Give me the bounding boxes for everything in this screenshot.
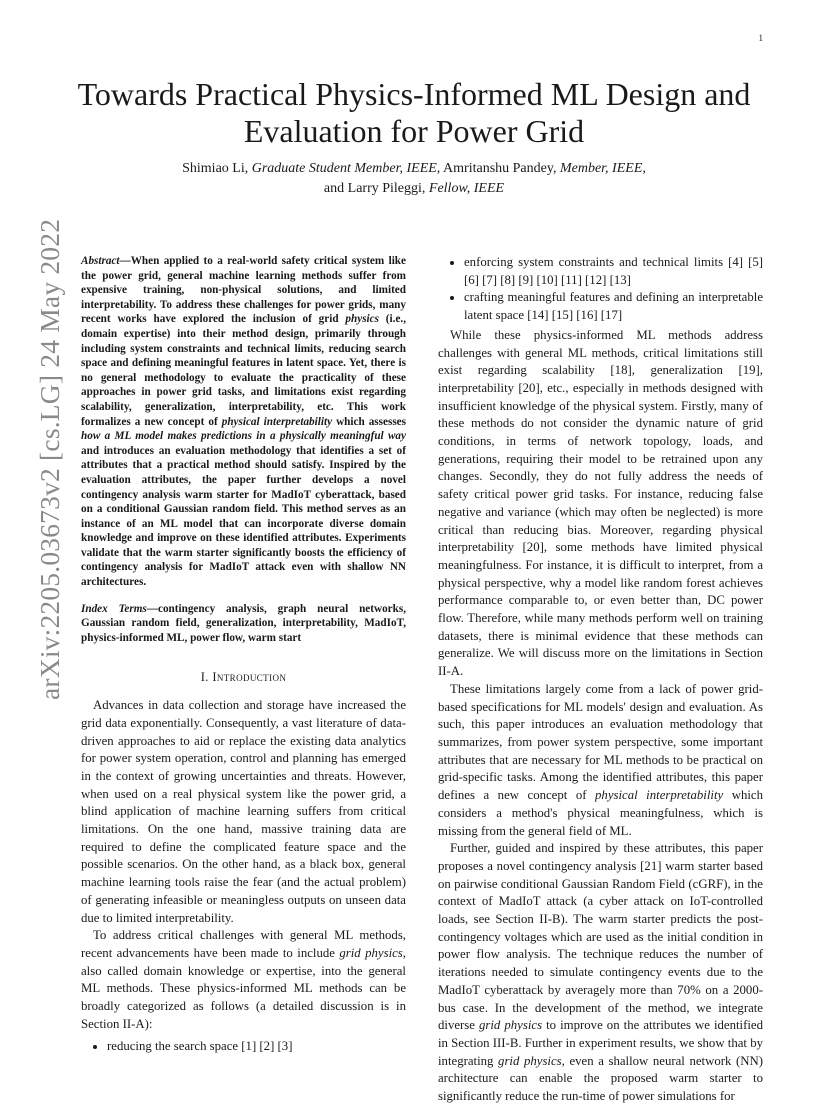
abstract-lead: Abstract <box>81 255 120 267</box>
paragraph-emphasis: grid physics <box>498 1053 562 1068</box>
bullet-list <box>438 254 763 325</box>
author-list <box>60 159 768 199</box>
author-name: and Larry Pileggi, <box>323 181 429 196</box>
paragraph-text: to improve on the attributes we identified in Section III-B. Further in experiment results, we show that by integrating <box>438 1018 763 1068</box>
paragraph-emphasis: physical interpretability <box>595 788 724 803</box>
author-role: Fellow, IEEE <box>428 181 505 196</box>
intro-paragraph-2 <box>81 927 406 1033</box>
abstract-text: and introduces an evaluation methodology that identifies a set of attributes that a practical method should satisfy. Inspired by the evaluation attributes, the paper further develops a novel contingency analysis warm starter for MadIoT cyberattack, based on a conditional Gaussian random field. This method serves as an instance of an ML model that can incorporate diverse domain knowledge and improve on these identified attributes. Experiments validate that the warm starter significantly boosts the efficiency of contingency analysis for MadIoT attack even with shallow NN architectures. <box>81 444 406 589</box>
arxiv-identifier: arXiv:2205.03673v2 [cs.LG] 24 May 2022 <box>34 218 65 700</box>
bullet-item <box>464 289 763 324</box>
author-role: Member, IEEE, <box>559 161 646 176</box>
abstract-text: which assesses <box>332 415 406 428</box>
bullet-dot <box>450 261 454 265</box>
abstract-text: (i.e., domain expertise) into their method design, primarily through including system constraints and technical limits, reducing search space and defining meaningful features in latent space. Yet, there is no general methodology to evaluate the practicality of these approaches in power grid tasks, and limitations exist regarding scalability, generalization, interpretability, etc. This work formalizes a new concept of <box>81 313 407 428</box>
author-role: Graduate Student Member, IEEE, <box>251 161 441 176</box>
paragraph-text: , even a shallow neural network (NN) architecture can enable the proposed warm starter to significantly reduce the run-time of power simulations for <box>438 1053 763 1104</box>
index-terms-text: —contingency analysis, graph neural networks, Gaussian random field, generalization, interpretability, MadIoT, physics-informed ML, power flow, warm start <box>81 602 406 644</box>
section-heading: I. Introduction <box>200 670 287 685</box>
right-column <box>438 254 763 1106</box>
bullet-dot <box>93 1045 97 1049</box>
left-column <box>81 254 406 1057</box>
author-name: Amritanshu Pandey, <box>440 161 560 176</box>
author-name: Shimiao Li, <box>182 161 252 176</box>
title-line-1: Towards Practical Physics-Informed ML Design and <box>77 76 751 112</box>
bullet-text: reducing the search space [1] [2] [3] <box>107 1038 293 1053</box>
bullet-item <box>107 1038 406 1056</box>
abstract-emphasis: physical interpretability <box>221 415 333 428</box>
paragraph-text: which considers a method's physical meaningfulness, which is missing from the general field of ML. <box>438 788 763 838</box>
abstract <box>81 254 406 590</box>
index-terms <box>81 602 406 646</box>
bullet-list <box>81 1038 406 1056</box>
paragraph-emphasis: grid physics <box>479 1018 543 1033</box>
bullet-dot <box>450 296 454 300</box>
intro-paragraph-5 <box>438 840 763 1106</box>
bullet-text: enforcing system constraints and technical limits [4] [5] [6] [7] [8] [9] [10] [11] [12] [13] <box>464 255 763 287</box>
abstract-emphasis: how a ML model makes predictions in a physically meaningful way <box>81 430 406 443</box>
paragraph-text: To address critical challenges with general ML methods, recent advancements have been made to include <box>81 928 406 960</box>
bullet-item <box>464 254 763 289</box>
title-line-2: Evaluation for Power Grid <box>243 113 585 149</box>
intro-paragraph-3: While these physics-informed ML methods address challenges with general ML methods, critical limitations still exist regarding scalability [18], generalization [19], interpretability [20], etc., especially in methods designed with insufficient knowledge of the physical system. Firstly, many of these methods do not consider the dynamic nature of grid conditions, in terms of network topology, loads, and generations, requiring their model to be retrained upon any changes. Secondly, they do not fully address the needs of safety critical power grid tasks. For instance, reducing false negative and variance (which may often be neglected) is more critical than reducing bias. Moreover, regarding physical interpretability [20], some methods have limited physical meaningfulness. For instance, it is difficult to interpret, from a physical perspective, why a model like random forest achieves performance comparable to, or even better than, DC power flow. Therefore, while many methods perform well on training datasets, there is minimal evidence that these methods can generalize. We will discuss more on the limitations in Section II-A. <box>438 327 763 679</box>
abstract-text: —When applied to a real-world safety critical system like the power grid, general machine learning methods suffer from expensive training, non-physical solutions, and limited interpretability. To address these challenges for power grids, many recent works have explored the inclusion of grid <box>81 255 406 326</box>
intro-paragraph-1: Advances in data collection and storage have increased the grid data exponentially. Consequently, a vast literature of data-driven approaches to aid or replace the existing data analytics for power system operation, control and planning has emerged in the context of growing uncertainties and threats. However, when used on a real physical system like the power grid, a blind application of machine learning suffers from critical limitations. On the one hand, massive training data are required to define the complicated feature space and the possible scenarios. On the other hand, as a black box, general machine learning tools raise the fear (and the actual problem) of generating infeasible or meaningless outputs on unseen data due to limited interpretability. <box>81 698 406 925</box>
abstract-emphasis: physics <box>345 313 379 326</box>
intro-paragraph-4 <box>438 681 763 840</box>
paragraph-text: Further, guided and inspired by these attributes, this paper proposes a novel contingency analysis [21] warm starter based on pairwise conditional Gaussian Random Field (cGRF), in the context of MadIoT attack (a cyber attack on IoT-controlled loads, see Section II-B). The warm starter predicts the post-contingency voltages which are used as the initial condition in power flow analysis. The technique reduces the number of iterations needed to simulate contingency events due to the MadIoT cyberattack by averagely more than 70% on a 2000-bus case. In the development of the method, we integrate diverse <box>438 841 763 1033</box>
paragraph-emphasis: grid physics <box>339 945 403 960</box>
paper-title <box>60 76 768 150</box>
index-terms-lead: Index Terms <box>81 602 147 615</box>
page-number: 1 <box>758 33 763 43</box>
bullet-text: crafting meaningful features and defining an interpretable latent space [14] [15] [16] [17] <box>464 290 763 323</box>
paragraph-text: These limitations largely come from a lack of power grid-based specifications for ML models' design and evaluation. As such, this paper introduces an evaluation methodology that summarizes, from power system perspective, some important attributes that are necessary for ML methods to be practical on grid-specific tasks. Among the identified attributes, this paper defines a new concept of <box>438 681 763 803</box>
paragraph-text: , also called domain knowledge or expertise, into the general ML methods. These physics-informed ML methods can be broadly categorized as follows (a detailed discussion is in Section II-A): <box>81 945 406 1031</box>
